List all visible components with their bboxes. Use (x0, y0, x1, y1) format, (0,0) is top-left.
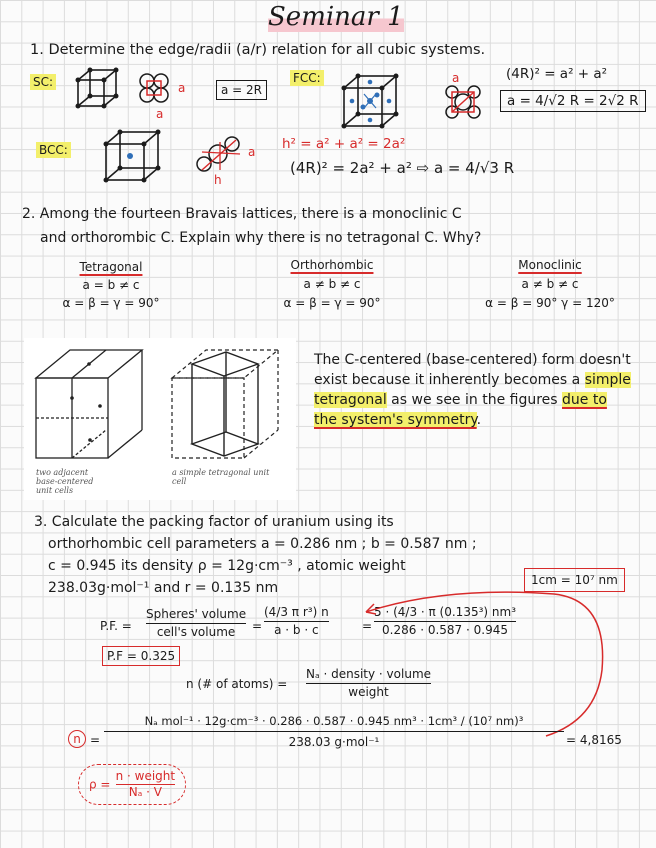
orthorhombic-line1: a ≠ b ≠ c (303, 277, 361, 291)
base-centered-cells-diagram (30, 344, 150, 464)
q2-answer-part1: The C-centered (base-centered) form doesn't exist because it inherently becomes a (314, 352, 631, 388)
rho-left: ρ = (89, 777, 111, 792)
monoclinic-heading: Monoclinic (518, 258, 582, 272)
pf-right-denominator: 0.286 · 0.587 · 0.945 (382, 623, 508, 637)
sc-a-label-bottom: a (156, 107, 164, 121)
n-equals: = (90, 733, 101, 747)
fcc-label: FCC: (290, 70, 324, 86)
pf-fraction (146, 606, 246, 640)
rho-denominator: Nₐ · V (128, 785, 163, 799)
orthorhombic-heading: Orthorhombic (290, 258, 374, 272)
monoclinic-line2: α = β = 90° γ = 120° (485, 296, 615, 310)
bcc-h-label: h (214, 173, 222, 187)
n-fraction (306, 666, 431, 700)
bcc-circles-diagram (196, 136, 242, 174)
sc-circles-diagram (138, 72, 172, 106)
pf-label: P.F. = (100, 619, 132, 633)
pf-result: P.F = 0.325 (102, 646, 180, 666)
rho-formula (78, 764, 186, 805)
rho-numerator: n · weight (115, 769, 176, 783)
pf-equals-2: = (362, 619, 373, 633)
orthorhombic-column (262, 256, 402, 312)
unit-conversion-box: 1cm = 10⁷ nm (524, 568, 625, 592)
sc-label: SC: (30, 74, 56, 90)
fcc-circles-diagram (444, 84, 484, 120)
sc-a-label: a (178, 81, 186, 95)
bcc-equation: (4R)² = 2a² + a² ⇨ a = 4/√3 R (290, 159, 515, 177)
monoclinic-line1: a ≠ b ≠ c (521, 277, 579, 291)
q3-line1: 3. Calculate the packing factor of uranium using its (34, 514, 394, 530)
bcc-label: BCC: (36, 142, 71, 158)
q2-answer-highlight1: simple tetragonal (314, 372, 631, 408)
caption-simple-tetragonal: a simple tetragonal unit cell (172, 468, 270, 486)
n-calc-denominator: 238.03 g·mol⁻¹ (288, 735, 380, 749)
monoclinic-column (460, 256, 640, 312)
q3-line2: orthorhombic cell parameters a = 0.286 nm ; b = 0.587 nm ; (48, 536, 477, 552)
pf-denominator: cell's volume (156, 625, 236, 639)
fcc-cube-diagram (342, 74, 400, 128)
sc-result: a = 2R (216, 80, 267, 100)
n-result: = 4,8165 (566, 733, 622, 747)
n-calc-numerator: Nₐ mol⁻¹ · 12g·cm⁻³ · 0.286 · 0.587 · 0.945 nm³ · 1cm³ / (10⁷ nm)³ (104, 712, 564, 732)
caption-base-centered: two adjacent base-centered unit cells (36, 468, 94, 495)
n-denominator: weight (348, 685, 389, 699)
pf-mid-denominator: a · b · c (274, 623, 319, 637)
q2-answer-part3: . (476, 412, 482, 428)
fcc-a-label: a (452, 71, 460, 85)
n-calc-fraction (104, 712, 564, 752)
simple-tetragonal-cell-diagram (166, 344, 290, 464)
n-numerator: Nₐ · density · volume (306, 666, 431, 684)
q2-answer-part2: as we see in the figures (386, 392, 563, 408)
tetragonal-line2: α = β = γ = 90° (62, 296, 160, 310)
q3-line3: c = 0.945 its density ρ = 12g·cm⁻³ , atomic weight (48, 558, 406, 574)
q2-question-line1: 2. Among the fourteen Bravais lattices, there is a monoclinic C (22, 206, 462, 222)
n-label: n (# of atoms) = (186, 677, 288, 691)
q3-line4: 238.03g·mol⁻¹ and r = 0.135 nm (48, 580, 279, 596)
pf-numerator: Spheres' volume (146, 606, 246, 624)
q1-question: 1. Determine the edge/radii (a/r) relation for all cubic systems. (30, 42, 486, 58)
tetragonal-heading: Tetragonal (79, 260, 143, 274)
q2-question-line2: and orthorombic C. Explain why there is no tetragonal C. Why? (40, 230, 482, 246)
q2-answer-highlight2: due to the system's symmetry (314, 392, 607, 428)
pf-mid-numerator: (4/3 π r³) n (264, 604, 329, 622)
n-circle: n (68, 730, 86, 748)
fcc-equation: (4R)² = a² + a² (506, 66, 608, 82)
bcc-h-equation: h² = a² + a² = 2a² (282, 136, 406, 152)
pf-equals-1: = (252, 619, 263, 633)
page-title: Seminar 1 (268, 2, 404, 32)
fcc-result: a = 4/√2 R = 2√2 R (500, 90, 646, 112)
pf-mid-fraction (264, 604, 329, 638)
orthorhombic-line2: α = β = γ = 90° (283, 296, 381, 310)
tetragonal-line1: a = b ≠ c (82, 278, 140, 292)
tetragonal-column (46, 258, 176, 312)
q2-answer (314, 350, 634, 430)
bcc-a-label: a (248, 145, 256, 159)
sc-cube-diagram (76, 68, 120, 108)
bcc-cube-diagram (104, 130, 162, 182)
pf-right-numerator: 5 · (4/3 · π (0.135³) nm³ (374, 604, 516, 622)
